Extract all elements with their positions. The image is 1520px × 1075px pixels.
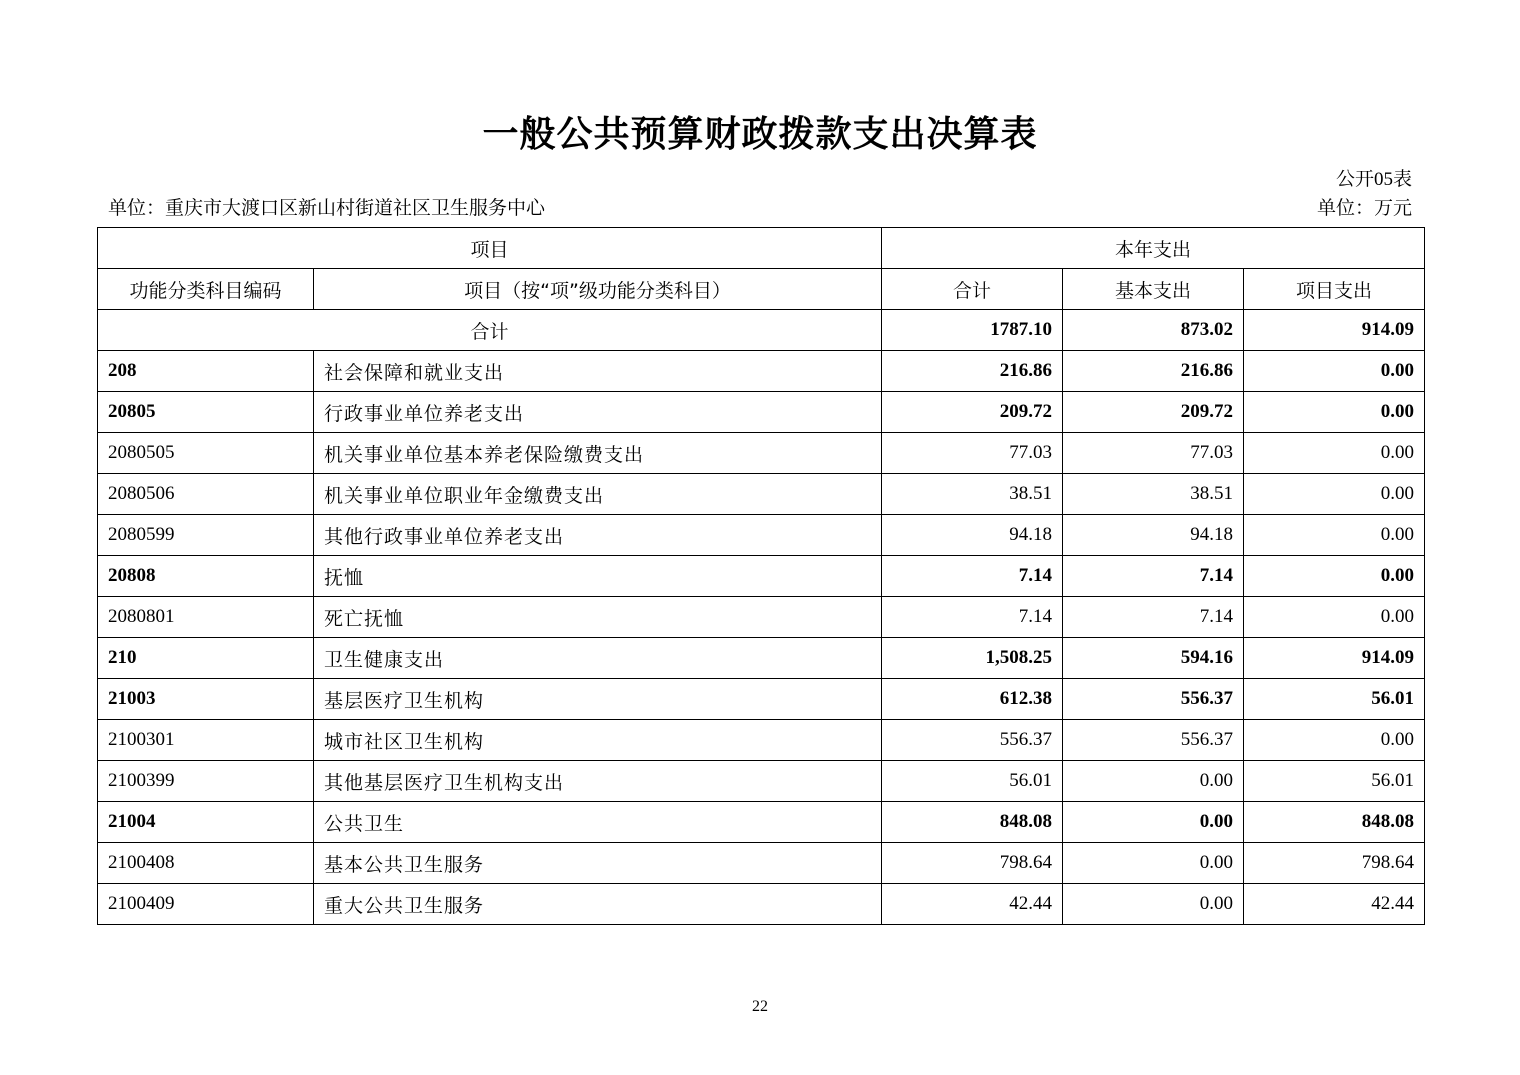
total-label: 合计 <box>98 310 882 351</box>
row-basic: 594.16 <box>1063 638 1244 679</box>
row-total: 77.03 <box>882 433 1063 474</box>
header-this-year: 本年支出 <box>882 228 1425 269</box>
row-code: 2080599 <box>98 515 314 556</box>
row-name: 城市社区卫生机构 <box>314 720 882 761</box>
row-project: 848.08 <box>1244 802 1425 843</box>
row-total: 612.38 <box>882 679 1063 720</box>
row-name: 行政事业单位养老支出 <box>314 392 882 433</box>
row-name: 重大公共卫生服务 <box>314 884 882 925</box>
row-basic: 94.18 <box>1063 515 1244 556</box>
table-row <box>98 884 1425 925</box>
row-basic: 209.72 <box>1063 392 1244 433</box>
row-basic: 556.37 <box>1063 720 1244 761</box>
row-basic: 7.14 <box>1063 597 1244 638</box>
row-name: 基层医疗卫生机构 <box>314 679 882 720</box>
row-project: 0.00 <box>1244 720 1425 761</box>
row-basic: 7.14 <box>1063 556 1244 597</box>
table-row <box>98 433 1425 474</box>
row-code: 20808 <box>98 556 314 597</box>
row-total: 556.37 <box>882 720 1063 761</box>
row-project: 798.64 <box>1244 843 1425 884</box>
row-basic: 0.00 <box>1063 761 1244 802</box>
row-basic: 0.00 <box>1063 802 1244 843</box>
table-row <box>98 392 1425 433</box>
row-project: 42.44 <box>1244 884 1425 925</box>
row-basic: 38.51 <box>1063 474 1244 515</box>
table-row <box>98 843 1425 884</box>
row-name: 社会保障和就业支出 <box>314 351 882 392</box>
row-name: 其他行政事业单位养老支出 <box>314 515 882 556</box>
row-project: 0.00 <box>1244 556 1425 597</box>
reporting-unit: 单位：重庆市大渡口区新山村街道社区卫生服务中心 <box>108 198 546 219</box>
table-row <box>98 474 1425 515</box>
table-row <box>98 679 1425 720</box>
row-project: 0.00 <box>1244 515 1425 556</box>
row-total: 38.51 <box>882 474 1063 515</box>
row-project: 56.01 <box>1244 679 1425 720</box>
row-code: 2100399 <box>98 761 314 802</box>
form-number: 公开05表 <box>1335 169 1412 190</box>
row-basic: 556.37 <box>1063 679 1244 720</box>
table-row <box>98 638 1425 679</box>
header-name: 项目（按“项”级功能分类科目） <box>314 269 882 310</box>
row-name: 其他基层医疗卫生机构支出 <box>314 761 882 802</box>
header-item: 项目 <box>98 228 882 269</box>
total-row <box>98 310 1425 351</box>
row-name: 公共卫生 <box>314 802 882 843</box>
row-total: 56.01 <box>882 761 1063 802</box>
row-total: 216.86 <box>882 351 1063 392</box>
row-total: 94.18 <box>882 515 1063 556</box>
row-total: 7.14 <box>882 597 1063 638</box>
table-row <box>98 802 1425 843</box>
row-basic: 77.03 <box>1063 433 1244 474</box>
row-total: 798.64 <box>882 843 1063 884</box>
row-project: 0.00 <box>1244 351 1425 392</box>
currency-unit: 单位：万元 <box>1316 198 1412 219</box>
row-name: 死亡抚恤 <box>314 597 882 638</box>
row-basic: 0.00 <box>1063 843 1244 884</box>
row-code: 2100301 <box>98 720 314 761</box>
row-code: 21003 <box>98 679 314 720</box>
row-code: 21004 <box>98 802 314 843</box>
row-name: 机关事业单位基本养老保险缴费支出 <box>314 433 882 474</box>
row-total: 848.08 <box>882 802 1063 843</box>
row-name: 机关事业单位职业年金缴费支出 <box>314 474 882 515</box>
row-name: 基本公共卫生服务 <box>314 843 882 884</box>
row-project: 56.01 <box>1244 761 1425 802</box>
header-row-1 <box>98 228 1425 269</box>
row-code: 2080505 <box>98 433 314 474</box>
header-row-2 <box>98 269 1425 310</box>
row-project: 914.09 <box>1244 638 1425 679</box>
row-name: 卫生健康支出 <box>314 638 882 679</box>
page-number: 22 <box>752 998 768 1015</box>
page-title: 一般公共预算财政拨款支出决算表 <box>482 114 1038 155</box>
row-project: 0.00 <box>1244 474 1425 515</box>
total-basic: 873.02 <box>1063 310 1244 351</box>
table-row <box>98 556 1425 597</box>
row-code: 208 <box>98 351 314 392</box>
header-project: 项目支出 <box>1244 269 1425 310</box>
table-row <box>98 597 1425 638</box>
total-project: 914.09 <box>1244 310 1425 351</box>
row-project: 0.00 <box>1244 433 1425 474</box>
row-name: 抚恤 <box>314 556 882 597</box>
row-total: 7.14 <box>882 556 1063 597</box>
row-code: 2100408 <box>98 843 314 884</box>
row-project: 0.00 <box>1244 597 1425 638</box>
table-row <box>98 761 1425 802</box>
row-total: 1,508.25 <box>882 638 1063 679</box>
row-code: 210 <box>98 638 314 679</box>
row-code: 2080506 <box>98 474 314 515</box>
row-code: 2100409 <box>98 884 314 925</box>
header-code: 功能分类科目编码 <box>98 269 314 310</box>
expenditure-table <box>97 227 1425 925</box>
row-project: 0.00 <box>1244 392 1425 433</box>
table-row <box>98 515 1425 556</box>
row-total: 209.72 <box>882 392 1063 433</box>
row-basic: 216.86 <box>1063 351 1244 392</box>
header-basic: 基本支出 <box>1063 269 1244 310</box>
row-basic: 0.00 <box>1063 884 1244 925</box>
table-row <box>98 720 1425 761</box>
total-total: 1787.10 <box>882 310 1063 351</box>
row-total: 42.44 <box>882 884 1063 925</box>
row-code: 2080801 <box>98 597 314 638</box>
table-row <box>98 351 1425 392</box>
header-total: 合计 <box>882 269 1063 310</box>
row-code: 20805 <box>98 392 314 433</box>
